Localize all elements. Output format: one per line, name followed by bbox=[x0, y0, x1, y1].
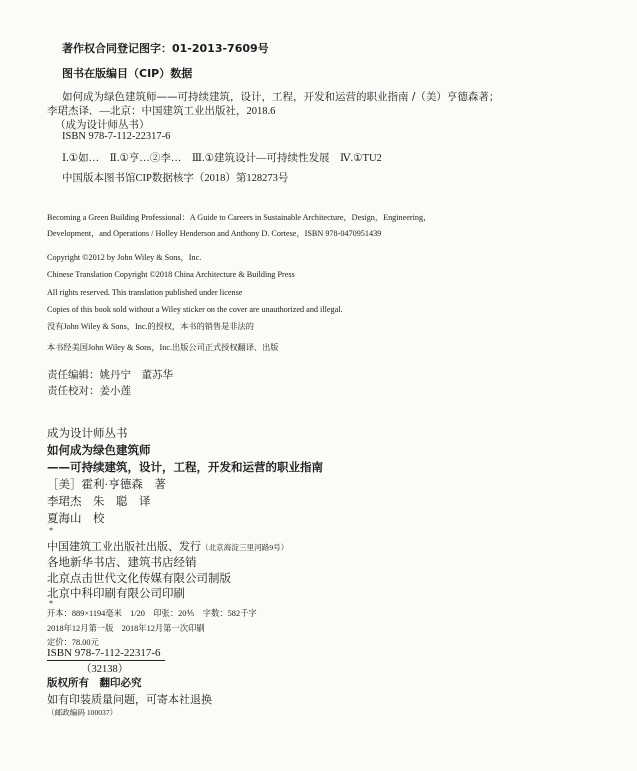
book-title: 如何成为绿色建筑师 bbox=[47, 443, 151, 457]
cip-line-1: 如何成为绿色建筑师——可持续建筑，设计，工程，开发和运营的职业指南 /（美）亨德森著； bbox=[62, 91, 500, 103]
publisher-address: （北京海淀三里河路9号） bbox=[201, 543, 289, 552]
separator-star-1: * bbox=[49, 526, 54, 535]
sticker-notice: Copies of this book sold without a Wiley sticker on the cover are unauthorized and illegal. bbox=[47, 305, 343, 314]
plate-maker-line: 北京点击世代文化传媒有限公司制版 bbox=[47, 573, 231, 585]
sticker-notice-cn: 没有John Wiley & Sons，Inc.的授权，本书的销售是非法的 bbox=[47, 322, 254, 331]
imprint-isbn: ISBN 978-7-112-22317-6 bbox=[47, 647, 165, 661]
format-line: 开本：889×1194毫米 1/20 印张：20⅘ 字数：582千字 bbox=[47, 609, 257, 618]
responsible-editor: 责任编辑：姚丹宁 董苏华 bbox=[47, 370, 173, 381]
book-subtitle: ——可持续建筑，设计，工程，开发和运营的职业指南 bbox=[47, 460, 323, 474]
cip-isbn: ISBN 978-7-112-22317-6 bbox=[62, 131, 171, 142]
publisher-line bbox=[47, 538, 288, 554]
translation-copyright: Chinese Translation Copyright ©2018 China Architecture & Building Press bbox=[47, 270, 295, 279]
cip-classification: Ⅰ.①如… Ⅱ.①亨…②李… Ⅲ.①建筑设计—可持续性发展 Ⅳ.①TU2 bbox=[62, 153, 382, 164]
reviser-line: 夏海山 校 bbox=[47, 513, 105, 525]
copyright-notice: Copyright ©2012 by John Wiley & Sons，Inc. bbox=[47, 253, 202, 262]
postcode: （邮政编码 100037） bbox=[47, 708, 118, 717]
cip-number: 中国版本图书馆CIP数据核字（2018）第128273号 bbox=[62, 173, 289, 184]
distributor-line: 各地新华书店、建筑书店经销 bbox=[47, 557, 197, 569]
separator-star-2: * bbox=[49, 599, 54, 608]
return-notice: 如有印装质量问题，可寄本社退换 bbox=[47, 694, 212, 706]
publisher: 中国建筑工业出版社出版、发行 bbox=[47, 541, 201, 553]
price-line: 定价：78.00元 bbox=[47, 638, 99, 647]
authorization-notice: 本书经美国John Wiley & Sons，Inc.出版公司正式授权翻译、出版 bbox=[47, 343, 279, 352]
responsible-proofreader: 责任校对：姜小莲 bbox=[47, 386, 131, 397]
rights-reserved: All rights reserved. This translation published under license bbox=[47, 288, 243, 297]
translators-line: 李珺杰 朱 聪 译 bbox=[47, 496, 151, 508]
rights-reserved-cn: 版权所有 翻印必究 bbox=[47, 677, 142, 689]
original-title-line-1: Becoming a Green Building Professional：A Guide to Careers in Sustainable Architecture，Design，Engineering， bbox=[47, 213, 432, 222]
cip-heading: 图书在版编目（CIP）数据 bbox=[62, 67, 193, 80]
printer-line: 北京中科印刷有限公司印刷 bbox=[47, 588, 185, 600]
author-line: ［美］霍利·亨德森 著 bbox=[47, 479, 166, 491]
cip-line-2: 李珺杰译．—北京：中国建筑工业出版社，2018.6 bbox=[47, 106, 276, 117]
series-name: 成为设计师丛书 bbox=[47, 428, 128, 440]
original-title-line-2: Development，and Operations / Holley Henderson and Anthony D. Cortese，ISBN 978-0470951439 bbox=[47, 229, 382, 238]
book-code: （32138） bbox=[81, 664, 129, 675]
edition-line: 2018年12月第一版 2018年12月第一次印刷 bbox=[47, 624, 205, 633]
cip-line-3: （成为设计师丛书） bbox=[55, 120, 150, 131]
copyright-registration: 著作权合同登记图字：01-2013-7609号 bbox=[62, 42, 269, 55]
